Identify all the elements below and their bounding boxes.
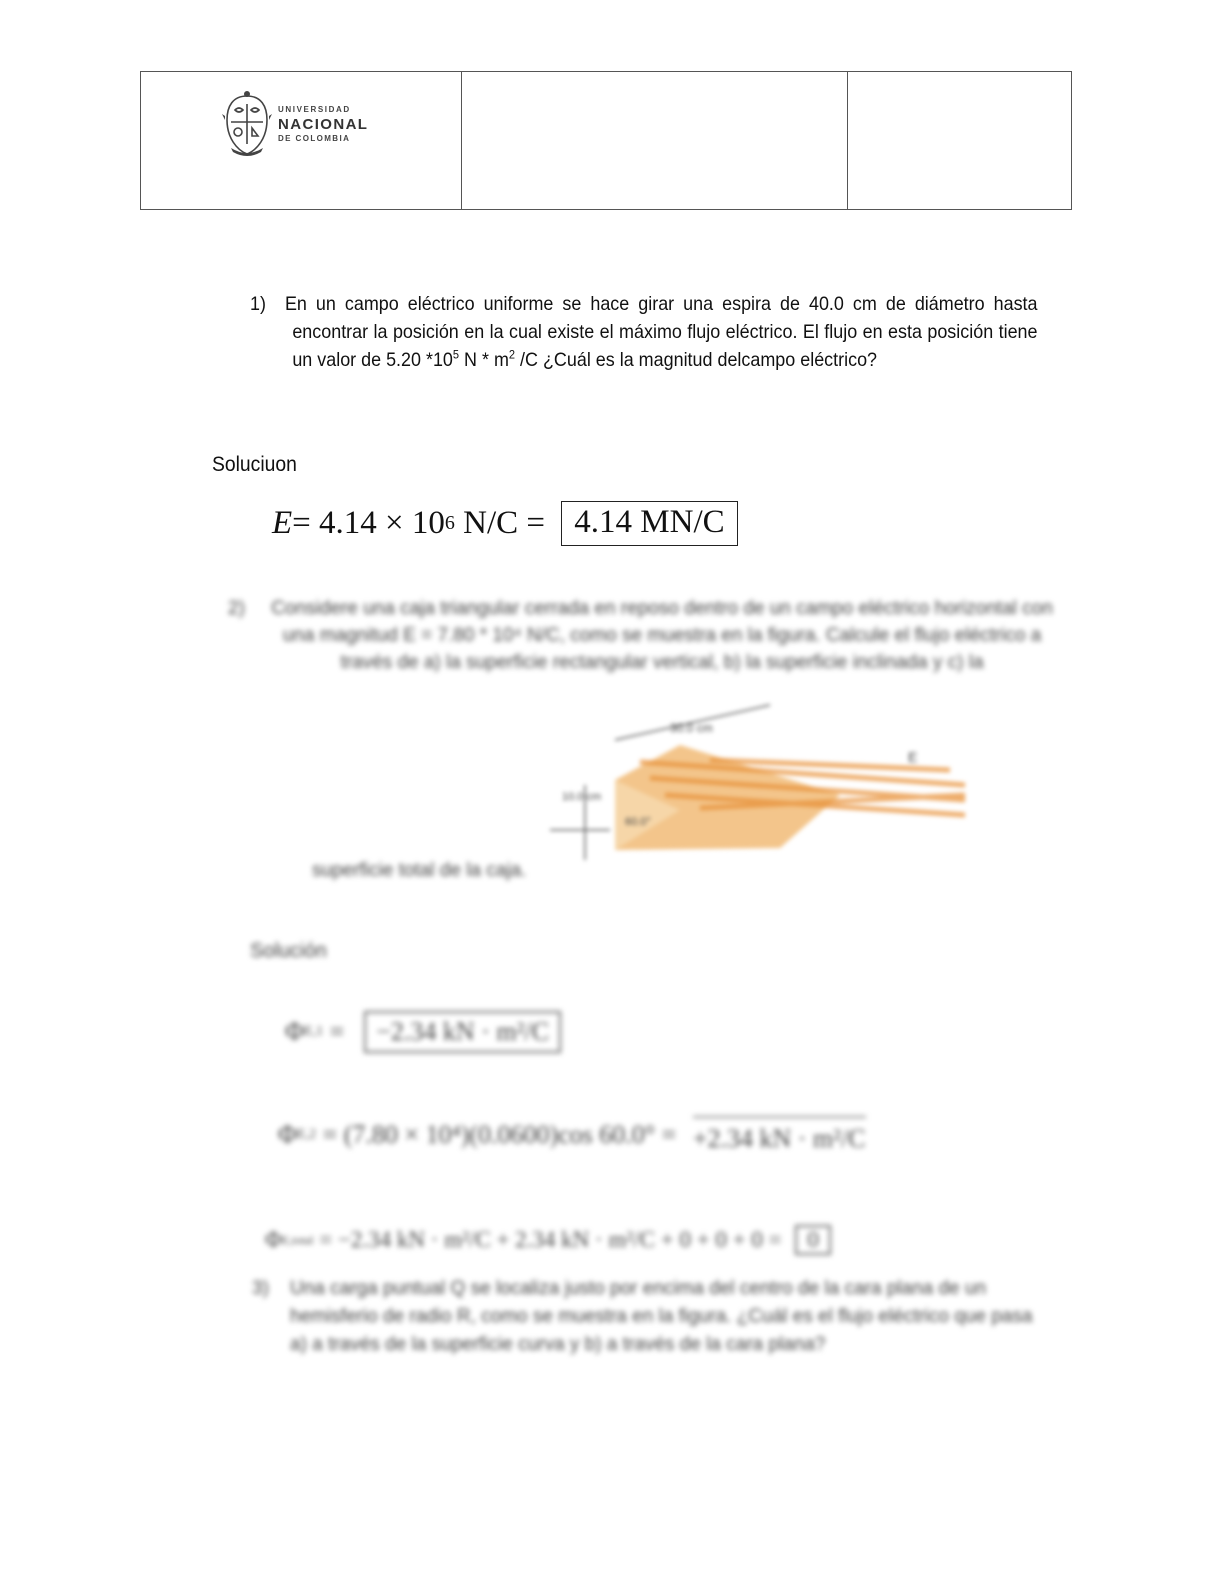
solution-2-equation-b — [278, 1106, 866, 1164]
question-1-number: 1) — [250, 293, 266, 315]
university-logo — [221, 90, 368, 158]
fig-label-top: 30.0 cm — [670, 721, 713, 735]
question-2-caption: superficie total de la caja. — [312, 860, 527, 881]
question-3-text: Una carga puntual Q se localiza justo por encima del centro de la cara plana de un hemisferio de radio R, como se muestra en la figura. ¿Cuál es el flujo eléctrico que pasa a) a través de la superficie curva y b) a través de la cara plana? — [290, 1278, 1033, 1355]
triangular-box-figure — [540, 700, 980, 880]
logo-line-3: DE COLOMBIA — [278, 133, 351, 143]
eq-b-sub: E,2 — [297, 1127, 317, 1142]
logo-line-2: NACIONAL — [278, 115, 369, 133]
eq-b-result: +2.34 kN · m²/C — [693, 1116, 866, 1154]
eq1-var: E — [272, 504, 293, 541]
question-1-exp-b: 2 — [508, 347, 516, 362]
eq-a-boxed: −2.34 kN · m²/C — [364, 1011, 561, 1053]
solution-1-label: Soluciuon — [212, 453, 297, 476]
eq-c-lhs: Φ — [265, 1227, 282, 1252]
question-1-text — [285, 290, 1038, 374]
question-1-text-a: En un campo eléctrico uniforme se hace girar una espira de 40.0 cm de diámetro hasta encontrar la posición en la cual existe el máximo flujo eléctrico. El flujo en esta posición tiene un valor de 5.20 *10 — [284, 293, 1038, 371]
question-1-text-c: /C ¿Cuál es la magnitud delcampo eléctrico? — [515, 349, 878, 371]
logo-line-1: UNIVERSIDAD — [278, 104, 351, 114]
question-3-number: 3) — [252, 1278, 269, 1299]
university-seal-icon — [221, 90, 273, 158]
question-1-exp-a: 5 — [452, 347, 460, 362]
eq1-unit: N/C = — [454, 504, 554, 541]
fig-label-side: 10.0 cm — [562, 791, 602, 803]
solution-1-equation: E = 4.14 × 10 6 N/C = 4.14 MN/C — [272, 498, 738, 548]
header-table — [140, 71, 1072, 210]
question-2 — [228, 595, 1058, 676]
eq1-rest: = 4.14 × 10 — [292, 504, 445, 541]
eq-c-sub: E,total — [281, 1232, 314, 1247]
solution-2-equation-c — [265, 1218, 831, 1262]
eq-a-equals: = — [323, 1017, 345, 1046]
solution-2-label: Solución — [250, 940, 327, 962]
header-logo-cell — [141, 72, 462, 209]
question-1-text-b: N * m — [459, 349, 509, 371]
header-middle-cell — [462, 72, 848, 209]
eq-a-sub: E,1 — [304, 1024, 324, 1039]
eq-c-mid: = −2.34 kN · m²/C + 2.34 kN · m²/C + 0 + 0 + 0 = — [313, 1227, 788, 1252]
logo-text — [278, 106, 368, 143]
question-3 — [252, 1275, 1052, 1359]
question-2-number: 2) — [228, 598, 245, 619]
eq1-boxed-result: 4.14 MN/C — [561, 501, 737, 546]
fig-label-field: E — [908, 749, 918, 765]
eq-a-lhs: Φ — [285, 1017, 305, 1046]
solution-2-equation-a — [285, 1006, 561, 1058]
question-2-text: Considere una caja triangular cerrada en reposo dentro de un campo eléctrico horizontal con una magnitud E = 7.80 * 10⁴ N/C, como se muestra en la figura. Calcule el flujo eléctrico a través de a) la superficie rectangular vertical, b) la superficie inclinada y c) la — [271, 598, 1053, 673]
header-right-cell — [848, 72, 1071, 209]
eq-b-mid: = (7.80 × 10⁴)(0.0600)cos 60.0° = — [316, 1120, 683, 1149]
question-1 — [250, 290, 1038, 374]
eq-b-lhs: Φ — [278, 1120, 298, 1149]
eq-c-boxed: 0 — [795, 1225, 831, 1255]
fig-label-angle: 60.0° — [625, 816, 651, 828]
